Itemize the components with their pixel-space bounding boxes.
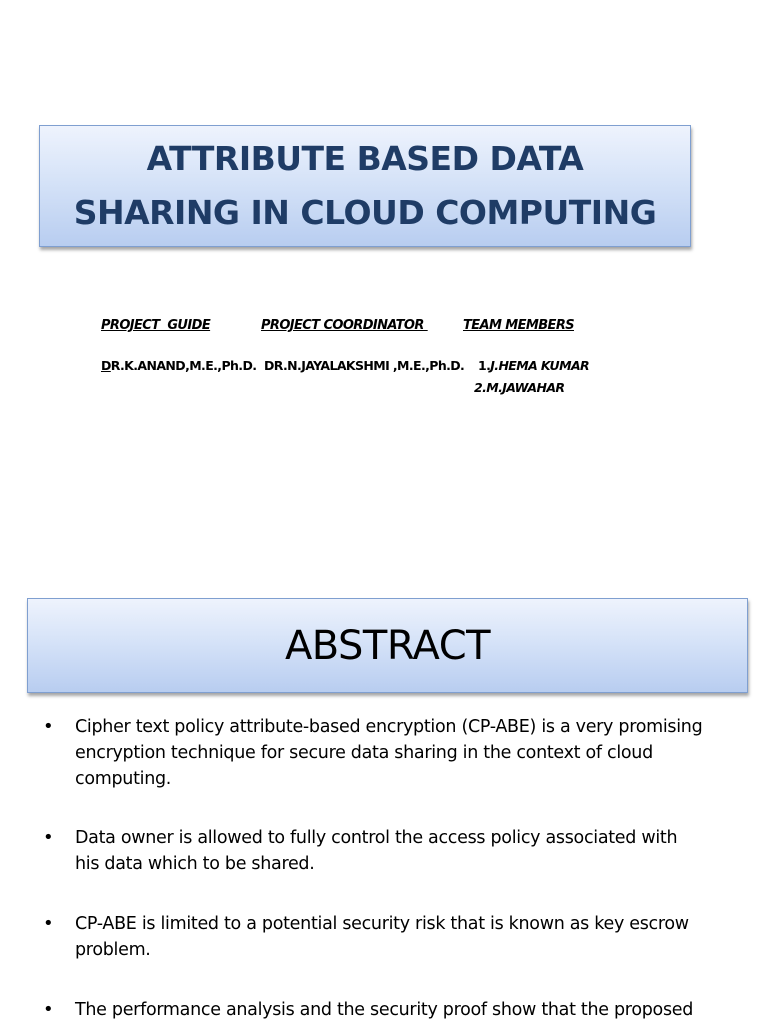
bullet-icon: • <box>43 913 54 934</box>
project-coordinator-heading: PROJECT COORDINATOR <box>261 318 428 333</box>
bullet-text: CP-ABE is limited to a potential security risk that is known as key escrow problem. <box>75 914 689 960</box>
bullet-text: Cipher text policy attribute-based encryption (CP-ABE) is a very promising encryption technique for secure data sharing in the context of cloud computing. <box>75 717 703 789</box>
team-members-heading: TEAM MEMBERS <box>463 318 574 333</box>
bullet-text: Data owner is allowed to fully control the access policy associated with his data which to be shared. <box>75 828 678 874</box>
guide-name <box>101 358 256 373</box>
team-member-2: 2.M.JAWAHAR <box>474 380 565 395</box>
bullet-text: The performance analysis and the security proof show that the proposed <box>75 1000 694 1020</box>
project-guide-heading: PROJECT GUIDE <box>101 318 211 333</box>
abstract-heading: ABSTRACT <box>284 622 491 669</box>
team-member-1 <box>478 358 589 373</box>
bullet-icon: • <box>43 716 54 737</box>
title-line-1: ATTRIBUTE BASED DATA <box>146 139 584 178</box>
guide-name-rest: R.K.ANAND,M.E.,Ph.D. <box>110 358 257 373</box>
team-member-1-number: 1. <box>478 358 491 373</box>
title-box <box>39 125 691 247</box>
bullet-icon: • <box>43 827 54 848</box>
coordinator-name: DR.N.JAYALAKSHMI ,M.E.,Ph.D. <box>264 358 465 373</box>
guide-name-initial: D <box>101 358 111 373</box>
bullet-icon: • <box>43 999 54 1020</box>
team-member-1-name: J.HEMA KUMAR <box>490 358 590 373</box>
slide-title <box>74 132 657 240</box>
title-line-2: SHARING IN CLOUD COMPUTING <box>73 193 657 232</box>
abstract-box <box>27 598 748 693</box>
